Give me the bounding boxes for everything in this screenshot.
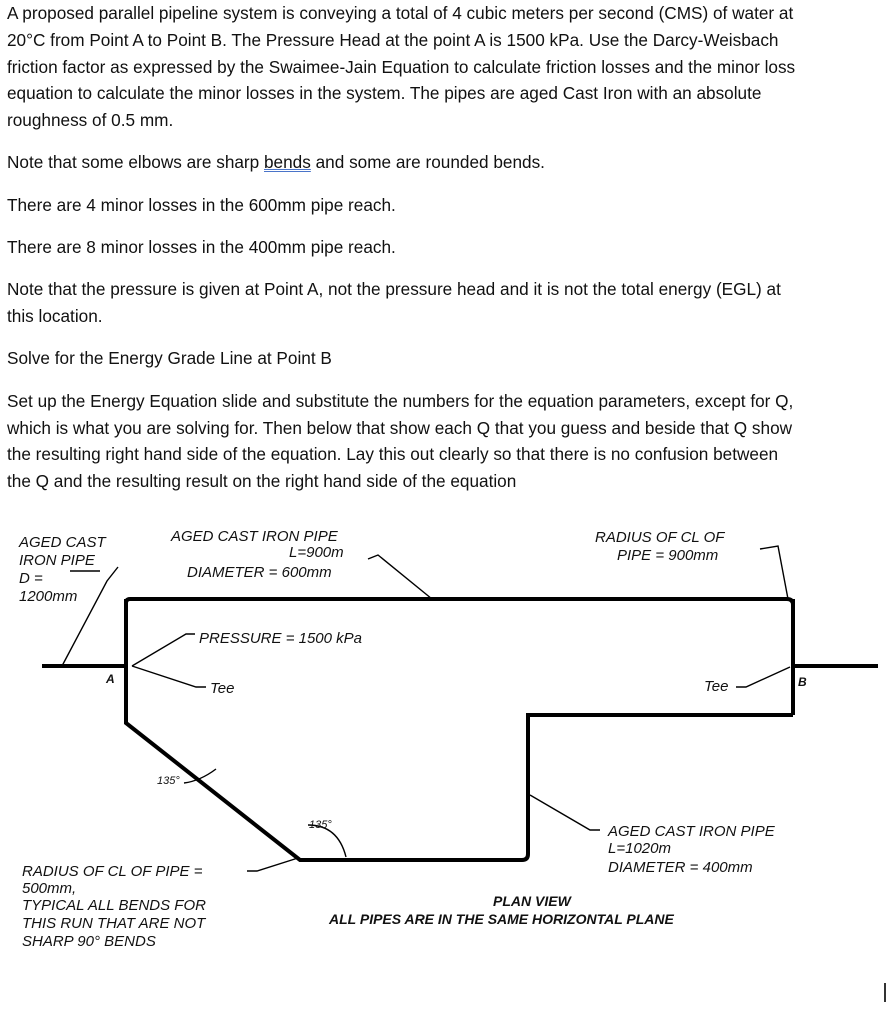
tee-right-label: Tee bbox=[704, 678, 729, 695]
angle-left-label: 135° bbox=[157, 775, 180, 787]
leader-lower-pipe bbox=[530, 795, 600, 830]
pressure-note-line: Note that the pressure is given at Point A, not the pressure head and it is not the total energy (EGL) at bbox=[7, 279, 781, 300]
text-cursor bbox=[884, 983, 886, 1002]
angle-right-label: 135° bbox=[309, 819, 332, 831]
minor-losses-600: There are 4 minor losses in the 600mm pipe reach. bbox=[7, 194, 396, 215]
leader-tee-left bbox=[132, 666, 206, 687]
intro-line: equation to calculate the minor losses in the system. The pipes are aged Cast Iron with an absolute bbox=[7, 83, 762, 104]
tee-left-label: Tee bbox=[210, 680, 235, 697]
pressure-note bbox=[7, 276, 883, 330]
pressure-label: PRESSURE = 1500 kPa bbox=[199, 630, 363, 647]
intro-line: 20°C from Point A to Point B. The Pressure Head at the point A is 1500 kPa. Use the Darcy-Weisbach bbox=[7, 29, 779, 50]
plane-note: ALL PIPES ARE IN THE SAME HORIZONTAL PLANE bbox=[329, 911, 674, 927]
leader-lower-radius bbox=[247, 858, 298, 871]
pipeline-plan-view bbox=[0, 515, 892, 985]
setup-paragraph bbox=[7, 388, 883, 495]
problem-statement bbox=[7, 0, 883, 495]
bends-note-text: and some are rounded bends. bbox=[310, 152, 545, 173]
leader-pressure bbox=[132, 634, 195, 666]
bends-word[interactable]: bends bbox=[264, 152, 311, 173]
leader-main-pipe bbox=[62, 567, 118, 666]
point-b-label: B bbox=[798, 675, 807, 689]
lower-pipe-label: AGED CAST IRON PIPE L=1020m DIAMETER = 400mm bbox=[608, 823, 775, 876]
intro-line: roughness of 0.5 mm. bbox=[7, 110, 174, 131]
main-pipe-label: AGED CAST IRON PIPE D = 1200mm bbox=[19, 534, 106, 605]
plan-view-title: PLAN VIEW bbox=[493, 893, 571, 909]
lower-radius-label: RADIUS OF CL OF PIPE = 500mm, TYPICAL ALL BENDS FOR THIS RUN THAT ARE NOT SHARP 90° BENDS bbox=[22, 863, 206, 950]
upper-radius-label: RADIUS OF CL OF PIPE = 900mm bbox=[595, 529, 725, 564]
bends-note bbox=[7, 149, 883, 176]
setup-line: the resulting right hand side of the equation. Lay this out clearly so that there is no confusion between bbox=[7, 444, 779, 465]
intro-line: friction factor as expressed by the Swaimee-Jain Equation to calculate friction losses and the minor loss bbox=[7, 56, 796, 77]
intro-line: A proposed parallel pipeline system is conveying a total of 4 cubic meters per second (CMS) of water at bbox=[7, 3, 794, 23]
pressure-note-line: this location. bbox=[7, 306, 103, 327]
upper-pipe-label: AGED CAST IRON PIPE L=900m DIAMETER = 600mm bbox=[171, 528, 344, 581]
bends-note-text: Note that some elbows are sharp bbox=[7, 152, 264, 173]
solve-instruction: Solve for the Energy Grade Line at Point B bbox=[7, 348, 332, 369]
point-a-label: A bbox=[106, 672, 115, 686]
leader-upper-pipe bbox=[368, 555, 432, 599]
leader-upper-radius bbox=[760, 546, 788, 599]
intro-paragraph bbox=[7, 0, 883, 134]
setup-line: which is what you are solving for. Then below that show each Q that you guess and beside that Q show bbox=[7, 417, 793, 438]
setup-line: the Q and the resulting result on the right hand side of the equation bbox=[7, 471, 517, 492]
minor-losses-400: There are 8 minor losses in the 400mm pipe reach. bbox=[7, 237, 396, 258]
leader-tee-right bbox=[736, 667, 790, 687]
setup-line: Set up the Energy Equation slide and substitute the numbers for the equation parameters, except for Q, bbox=[7, 390, 794, 411]
